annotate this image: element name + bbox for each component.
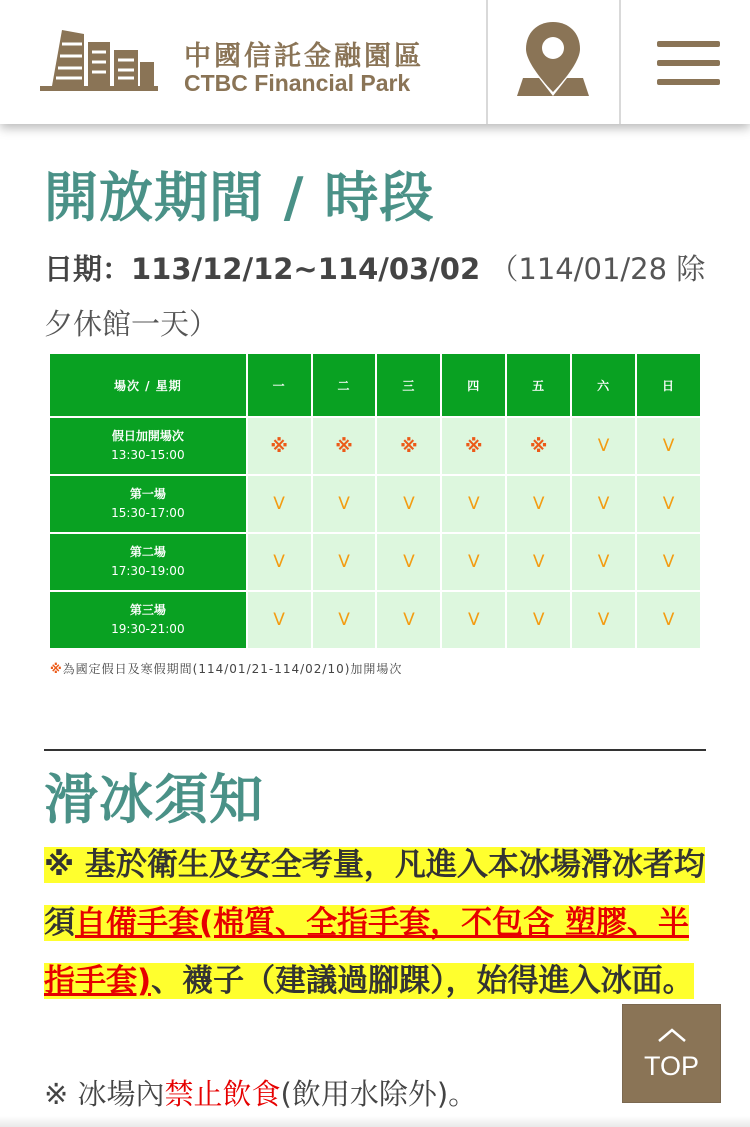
table-row — [49, 475, 701, 533]
schedule-table — [48, 352, 702, 650]
table-cell: V — [312, 591, 377, 649]
table-cell: V — [636, 591, 701, 649]
session-label — [49, 533, 247, 591]
table-cell: V — [506, 533, 571, 591]
table-cell: V — [312, 475, 377, 533]
table-cell: V — [636, 533, 701, 591]
building-logo-icon — [40, 28, 160, 94]
table-cell: ※ — [312, 417, 377, 475]
back-to-top-button[interactable] — [622, 1004, 721, 1103]
header-cell: 日 — [636, 353, 701, 417]
table-cell: V — [376, 591, 441, 649]
map-pin-icon — [517, 20, 589, 98]
table-cell: V — [247, 591, 312, 649]
rule-prefix: ※ 冰場內 — [44, 1077, 165, 1111]
table-cell: V — [376, 533, 441, 591]
table-header-row — [49, 353, 701, 417]
table-cell: ※ — [247, 417, 312, 475]
session-name: 第三場 — [129, 603, 166, 617]
logo-chinese-name: 中國信託金融園區 — [184, 41, 424, 72]
header-cell: 一 — [247, 353, 312, 417]
header-cell: 四 — [441, 353, 506, 417]
rule-suffix: (飲用水除外)。 — [280, 1077, 478, 1111]
date-closure-note: （114/01/28 除夕休館一天） — [44, 252, 706, 341]
table-cell: V — [247, 475, 312, 533]
table-row — [49, 417, 701, 475]
session-name: 假日加開場次 — [111, 429, 184, 443]
session-time: 17:30-19:00 — [111, 564, 185, 578]
table-cell: V — [636, 475, 701, 533]
opening-title: 開放期間 / 時段 — [44, 166, 435, 229]
table-cell: V — [441, 591, 506, 649]
session-time: 19:30-21:00 — [111, 622, 185, 636]
date-range: 日期：113/12/12~114/03/02 — [44, 252, 481, 286]
menu-bar — [657, 60, 720, 66]
table-cell: V — [571, 475, 636, 533]
menu-bar — [657, 41, 720, 47]
table-cell: ※ — [506, 417, 571, 475]
table-row — [49, 591, 701, 649]
session-name: 第二場 — [129, 545, 166, 559]
notice-glove-requirement: 自備手套(棉質、全指手套，不包含 塑膠、半指手套) — [44, 905, 689, 999]
map-button[interactable] — [488, 0, 619, 124]
session-name: 第一場 — [129, 487, 166, 501]
chevron-up-icon — [657, 1027, 687, 1043]
table-cell: V — [312, 533, 377, 591]
opening-section — [44, 160, 706, 352]
table-cell: ※ — [376, 417, 441, 475]
table-cell: V — [571, 417, 636, 475]
table-cell: V — [441, 475, 506, 533]
table-cell: V — [506, 591, 571, 649]
skating-notice — [44, 836, 709, 1010]
session-label — [49, 591, 247, 649]
header-cell: 五 — [506, 353, 571, 417]
notice-text: ※ 基於衛生及安全考量，凡進入本冰場滑冰者均須 — [44, 847, 705, 941]
table-cell: V — [571, 591, 636, 649]
hamburger-menu-button[interactable] — [621, 0, 750, 124]
header-cell: 場次 / 星期 — [49, 353, 247, 417]
site-header — [0, 0, 750, 124]
session-time: 13:30-15:00 — [111, 448, 185, 462]
top-label: TOP — [643, 1051, 699, 1081]
footnote-text: 為國定假日及寒假期間(114/01/21-114/02/10)加開場次 — [62, 662, 403, 676]
header-cell: 二 — [312, 353, 377, 417]
table-cell: V — [506, 475, 571, 533]
table-footnote — [50, 660, 402, 677]
session-label — [49, 417, 247, 475]
session-label — [49, 475, 247, 533]
table-cell: V — [376, 475, 441, 533]
notice-text: 、襪子（建議過腳踝），始得進入冰面。 — [151, 963, 694, 999]
table-cell: ※ — [441, 417, 506, 475]
site-logo[interactable] — [40, 28, 450, 100]
skating-title: 滑冰須知 — [44, 768, 264, 831]
header-cell: 三 — [376, 353, 441, 417]
page-bottom-edge — [0, 1116, 750, 1127]
rule-no-food: 禁止飲食 — [164, 1077, 281, 1111]
table-row — [49, 533, 701, 591]
header-cell: 六 — [571, 353, 636, 417]
food-rule — [44, 1072, 477, 1113]
logo-english-name: CTBC Financial Park — [184, 70, 411, 96]
opening-dates — [44, 242, 706, 352]
menu-bar — [657, 79, 720, 85]
table-cell: V — [636, 417, 701, 475]
footnote-mark: ※ — [50, 662, 63, 676]
table-cell: V — [571, 533, 636, 591]
table-cell: V — [441, 533, 506, 591]
table-cell: V — [247, 533, 312, 591]
session-time: 15:30-17:00 — [111, 506, 185, 520]
section-divider — [44, 749, 706, 751]
